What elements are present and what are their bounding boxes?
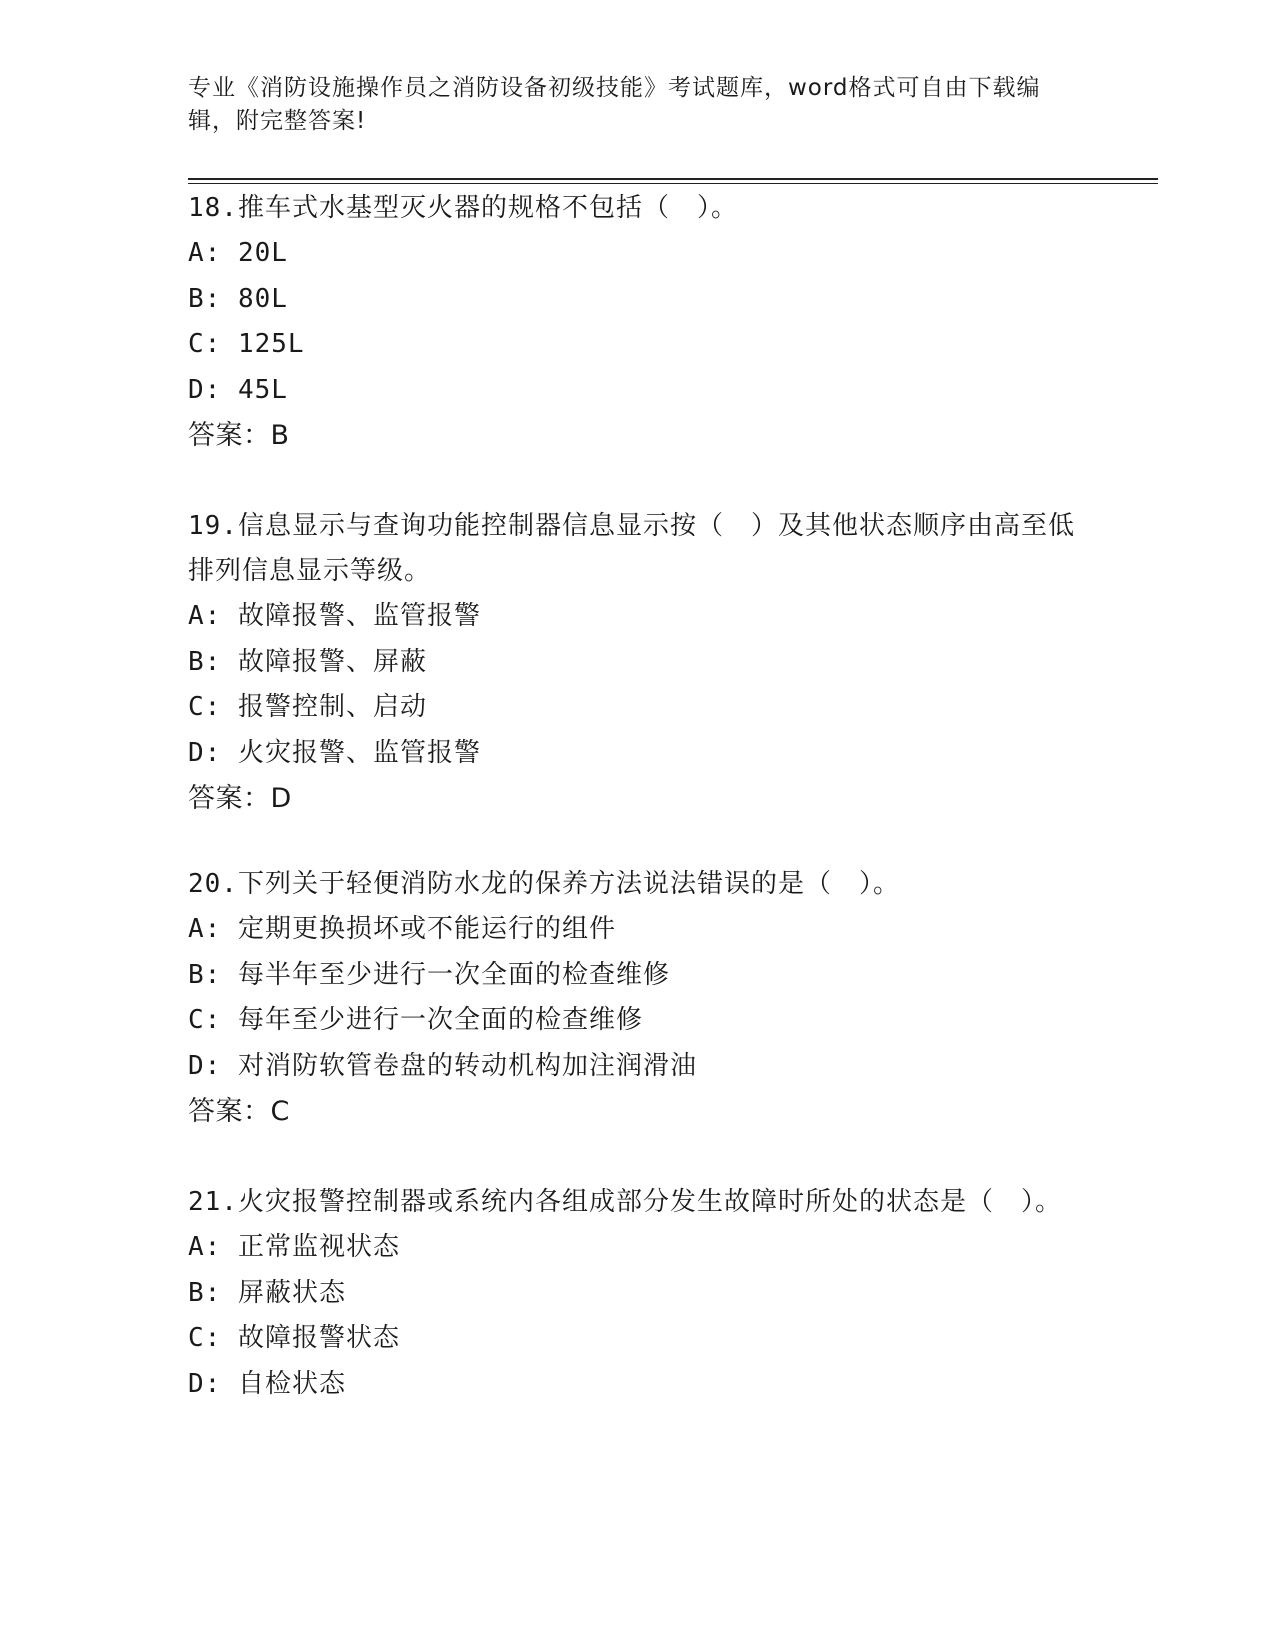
option-d: D: 火灾报警、监管报警 [188,737,481,768]
header-divider-thin [188,183,1158,184]
option-b: B: 屏蔽状态 [188,1277,346,1308]
option-a: A: 故障报警、监管报警 [188,601,481,631]
question-stem: 18.推车式水基型灭火器的规格不包括（ ）。 [188,193,738,223]
option-b: B: 80L [188,283,288,314]
document-header: 专业《消防设施操作员之消防设备初级技能》考试题库，word格式可自由下载编辑，附完整答案! [188,75,1041,134]
option-c: C: 故障报警状态 [188,1323,400,1353]
question-18 [188,186,1088,458]
option-a: A: 定期更换损坏或不能运行的组件 [188,914,616,944]
answer: 答案：D [188,783,292,814]
question-19 [188,504,1088,821]
option-d: D: 自检状态 [188,1368,346,1399]
option-c: C: 报警控制、启动 [188,692,427,722]
header-divider [188,178,1158,180]
question-stem: 20.下列关于轻便消防水龙的保养方法说法错误的是（ ）。 [188,869,900,899]
option-b: B: 故障报警、屏蔽 [188,646,427,677]
question-20 [188,862,1088,1134]
option-c: C: 125L [188,329,305,359]
answer: 答案：C [188,1096,290,1127]
answer: 答案：B [188,420,290,451]
question-stem: 19.信息显示与查询功能控制器信息显示按（ ）及其他状态顺序由高至低排列信息显示等级。 [188,511,1075,586]
option-d: D: 45L [188,374,288,405]
question-21 [188,1180,1088,1407]
option-a: A: 正常监视状态 [188,1232,400,1262]
option-b: B: 每半年至少进行一次全面的检查维修 [188,959,670,990]
question-stem: 21.火灾报警控制器或系统内各组成部分发生故障时所处的状态是（ ）。 [188,1187,1062,1217]
option-d: D: 对消防软管卷盘的转动机构加注润滑油 [188,1050,697,1081]
option-c: C: 每年至少进行一次全面的检查维修 [188,1005,643,1035]
option-a: A: 20L [188,238,288,268]
